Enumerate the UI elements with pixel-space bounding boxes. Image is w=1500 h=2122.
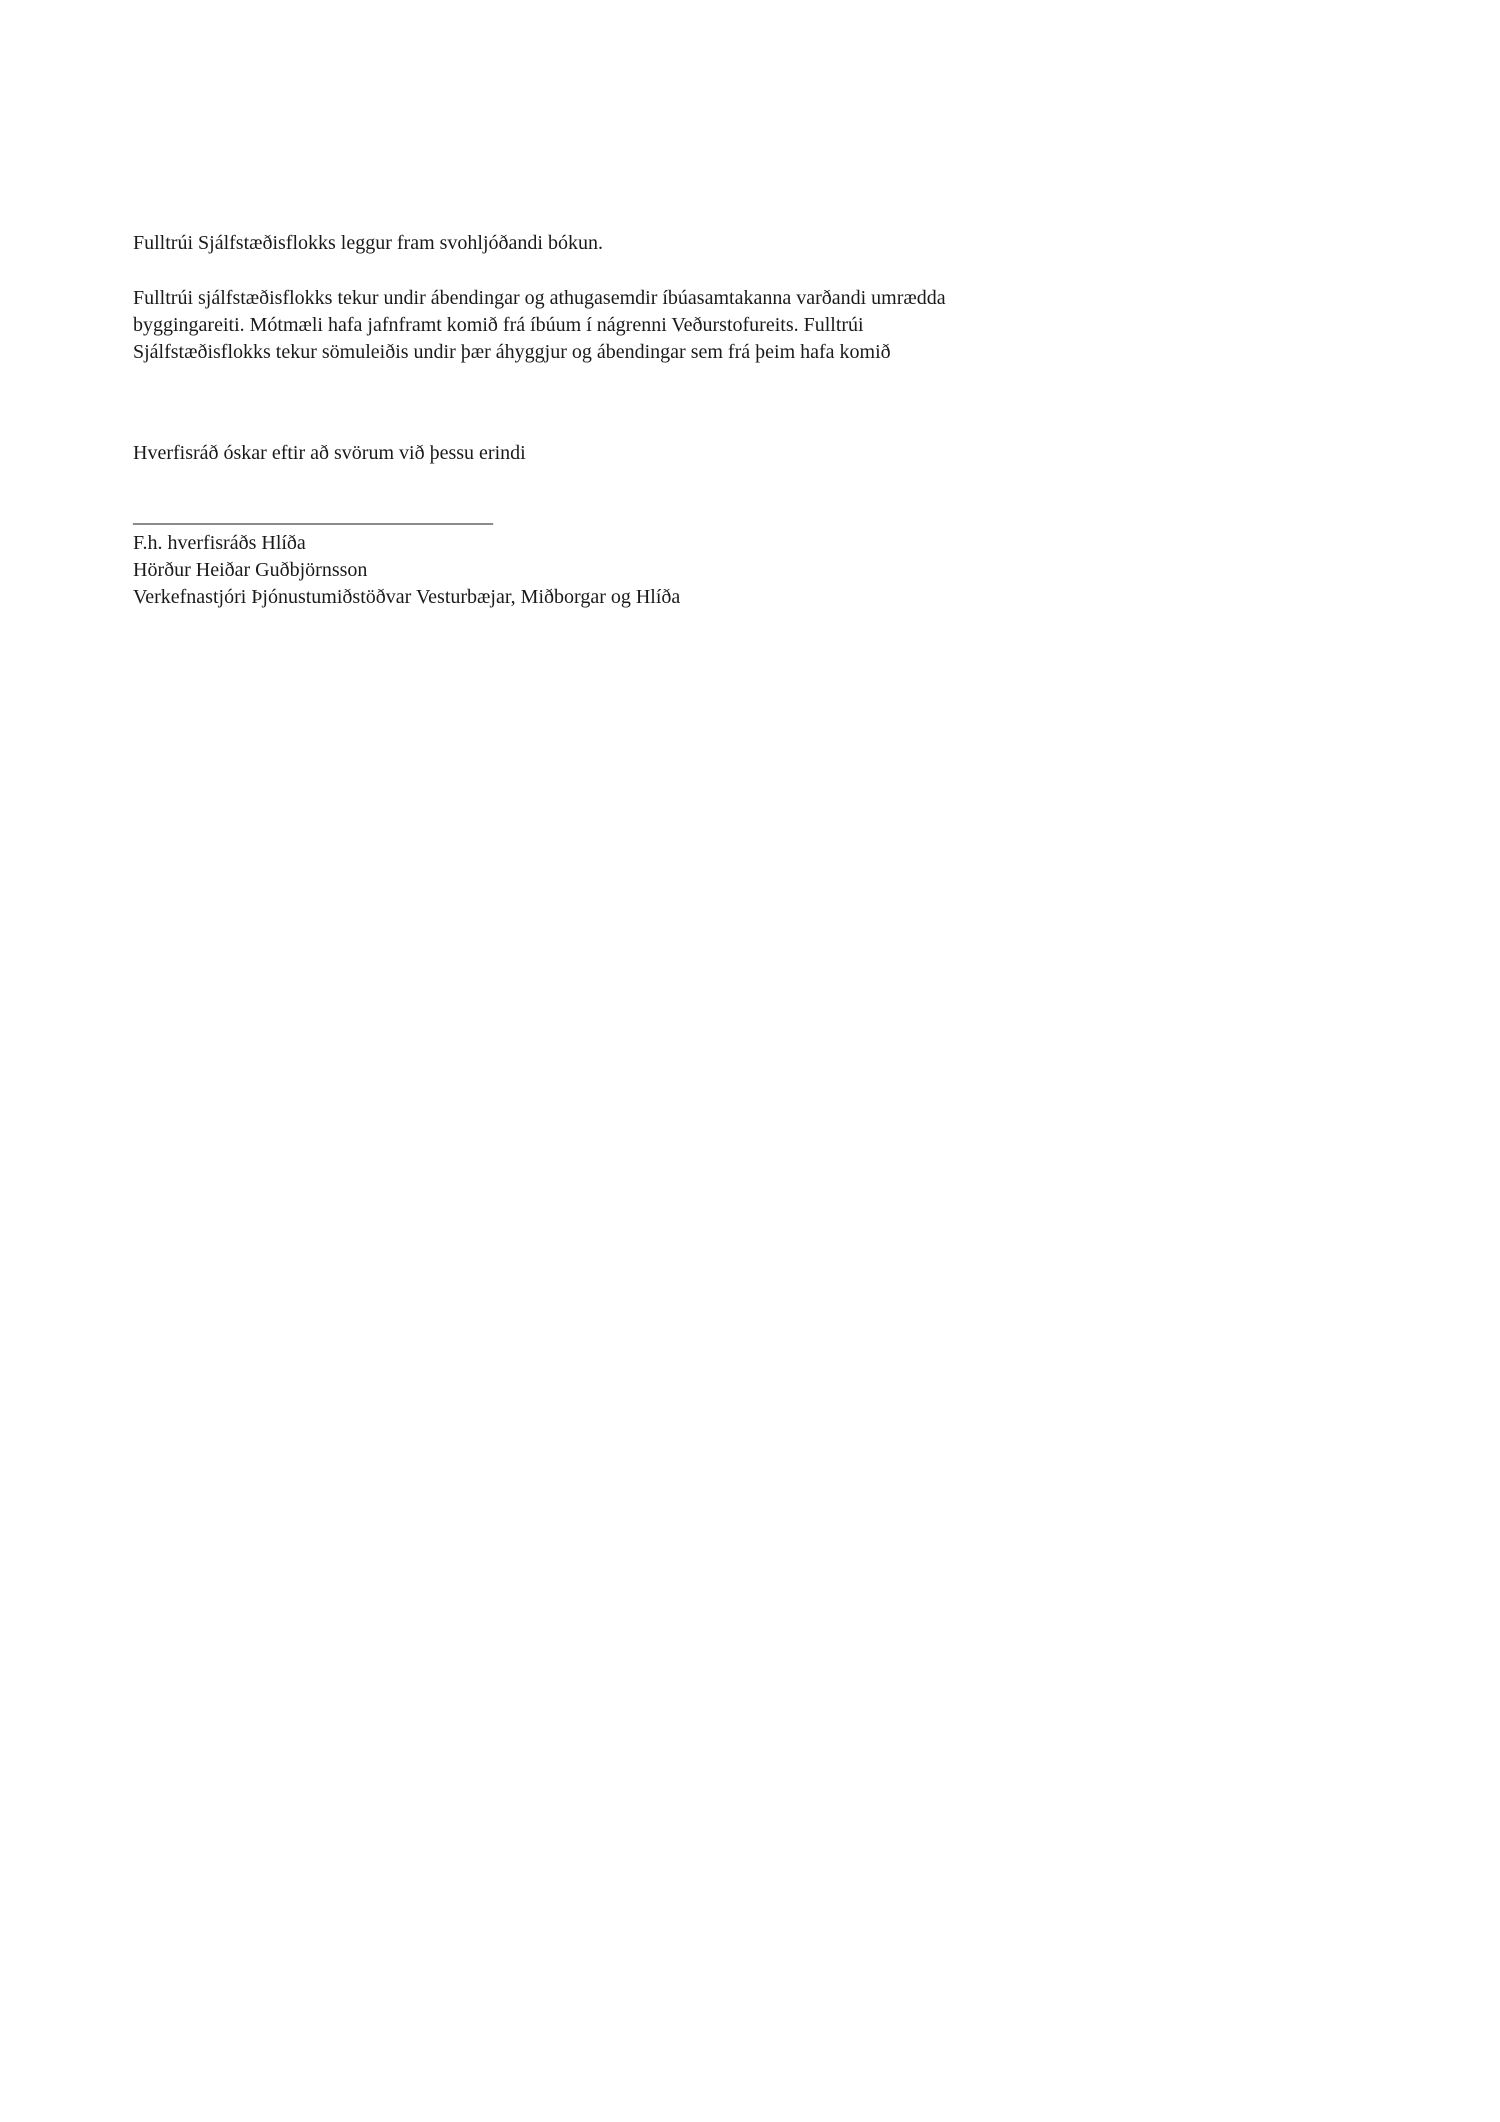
signature-block — [133, 503, 973, 611]
signature-title: Verkefnastjóri Þjónustumiðstöðvar Vesturbæjar, Miðborgar og Hlíða — [133, 586, 681, 608]
signature-line: ____________________________________ — [133, 505, 493, 527]
request-paragraph: Hverfisráð óskar eftir að svörum við þessu erindi — [133, 442, 526, 464]
document-body — [133, 230, 973, 611]
statement-paragraph: Fulltrúi sjálfstæðisflokks tekur undir ábendingar og athugasemdir íbúasamtakanna varðandi umrædda byggingareiti. Mótmæli hafa jafnframt komið frá íbúum í nágrenni Veðurstofureits. Fulltrúi Sjálfstæðisflokks tekur sömuleiðis undir þær áhyggjur og ábendingar sem frá þeim hafa komið — [133, 287, 946, 363]
signature-on-behalf: F.h. hverfisráðs Hlíða — [133, 532, 306, 554]
signature-name: Hörður Heiðar Guðbjörnsson — [133, 559, 368, 581]
intro-paragraph: Fulltrúi Sjálfstæðisflokks leggur fram svohljóðandi bókun. — [133, 232, 603, 254]
